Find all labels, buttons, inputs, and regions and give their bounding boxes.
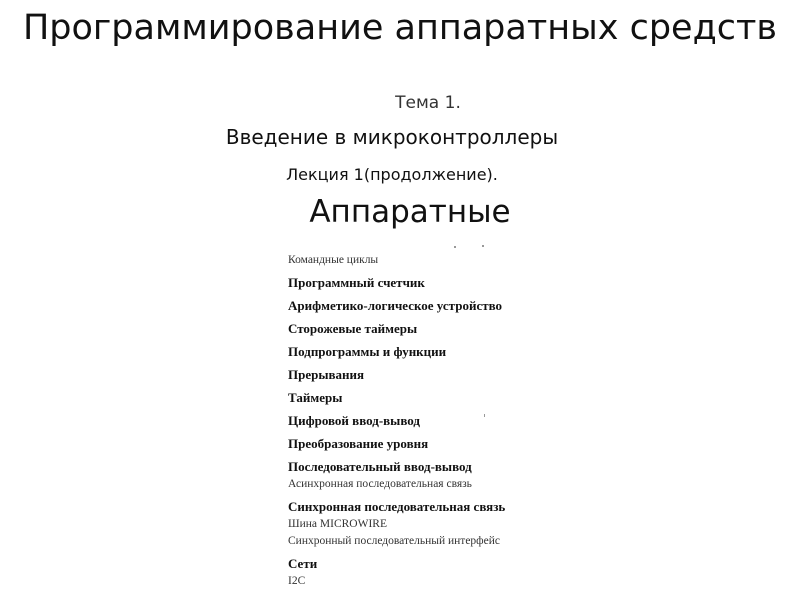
- theme-label: Тема 1.: [395, 93, 461, 113]
- contents-item: Таймеры: [288, 390, 343, 405]
- contents-item: Цифровой ввод-вывод: [288, 413, 420, 428]
- contents-item: Синхронный последовательный интерфейс: [288, 535, 500, 547]
- scan-speck: [482, 245, 484, 247]
- scan-speck: [454, 246, 456, 248]
- slide-title: Программирование аппаратных средств: [22, 8, 778, 48]
- contents-item: Прерывания: [288, 367, 365, 382]
- contents-list: [288, 254, 505, 588]
- section-heading: Аппаратные: [309, 194, 511, 230]
- contents-item: Последовательный ввод-вывод: [288, 459, 472, 474]
- contents-item: Подпрограммы и функции: [288, 344, 447, 359]
- contents-item: Сети: [288, 556, 318, 571]
- topic-title: Введение в микроконтроллеры: [225, 125, 559, 149]
- contents-item: Сторожевые таймеры: [288, 321, 418, 336]
- contents-item: Арифметико-логическое устройство: [288, 298, 503, 313]
- scanned-contents-image: [276, 238, 548, 594]
- contents-item: I2C: [288, 575, 306, 587]
- contents-item: Командные циклы: [288, 254, 379, 266]
- contents-item: Асинхронная последовательная связь: [288, 478, 472, 490]
- contents-item: Преобразование уровня: [288, 436, 429, 451]
- contents-item: Шина MICROWIRE: [288, 518, 387, 530]
- lecture-label: Лекция 1(продолжение).: [286, 165, 498, 184]
- contents-item: Программный счетчик: [288, 275, 425, 290]
- contents-item: Синхронная последовательная связь: [288, 499, 506, 514]
